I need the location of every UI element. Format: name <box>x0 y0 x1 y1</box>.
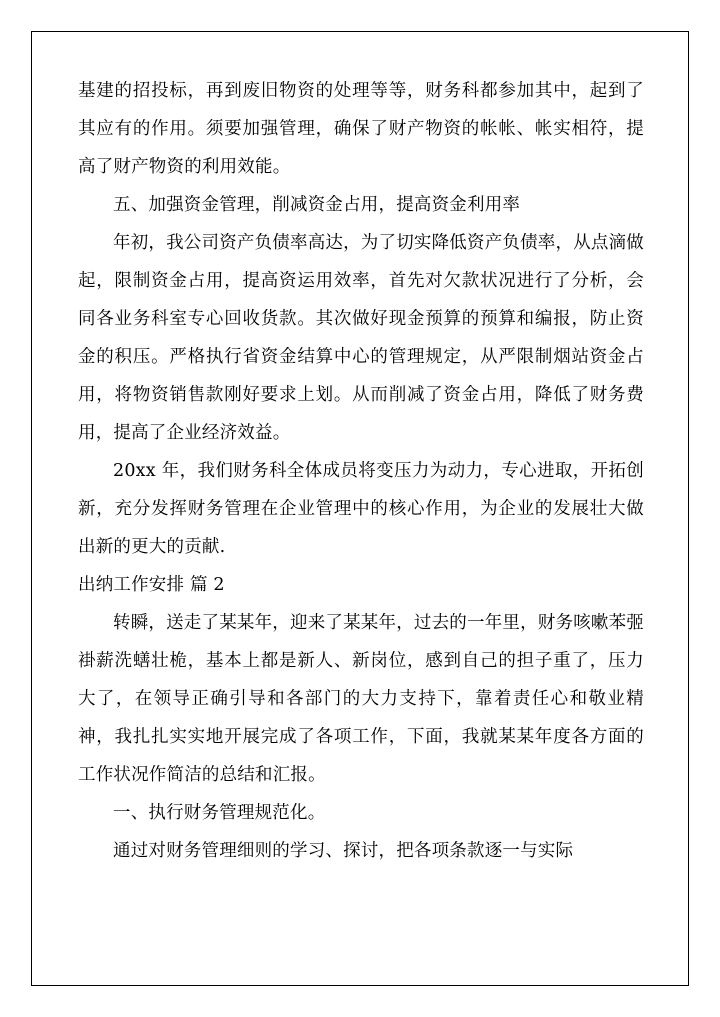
section-heading: 出纳工作安排 篇 2 <box>78 575 225 595</box>
paragraph: 年初，我公司资产负债率高达，为了切实降低资产负债率，从点滴做起，限制资金占用，提高资运用效率，首先对欠款状况进行了分析，会同各业务科室专心回收货款。其次做好现金预算的预算和编报，防止资金的积压。严格执行省资金结算中心的管理规定，从严限制烟站资金占用，将物资销售款刚好要求上划。从而削减了资金占用，降低了财务费用，提高了企业经济效益。 <box>78 233 644 443</box>
paragraph: 20xx 年，我们财务科全体成员将变压力为动力，专心进取，开拓创新，充分发挥财务管理在企业管理中的核心作用，为企业的发展壮大做出新的更大的贡献. <box>78 461 644 557</box>
paragraph: 一、执行财务管理规范化。 <box>113 803 326 823</box>
paragraph: 通过对财务管理细则的学习、探讨，把各项条款逐一与实际 <box>113 841 574 861</box>
paragraph: 基建的招投标，再到废旧物资的处理等等，财务科都参加其中，起到了其应有的作用。须要加强管理，确保了财产物资的帐帐、帐实相符，提高了财产物资的利用效能。 <box>78 81 644 177</box>
paragraph: 转瞬，送走了某某年，迎来了某某年，过去的一年里，财务咳嗽苯弬褂薪洗蟮壮桅，基本上都是新人、新岗位，感到自己的担子重了，压力大了，在领导正确引导和各部门的大力支持下，靠着责任心和敬业精神，我扎扎实实地开展完成了各项工作，下面，我就某某年度各方面的工作状况作简洁的总结和汇报。 <box>78 613 644 785</box>
document-body <box>78 72 644 870</box>
paragraph: 五、加强资金管理，削减资金占用，提高资金利用率 <box>113 195 521 215</box>
